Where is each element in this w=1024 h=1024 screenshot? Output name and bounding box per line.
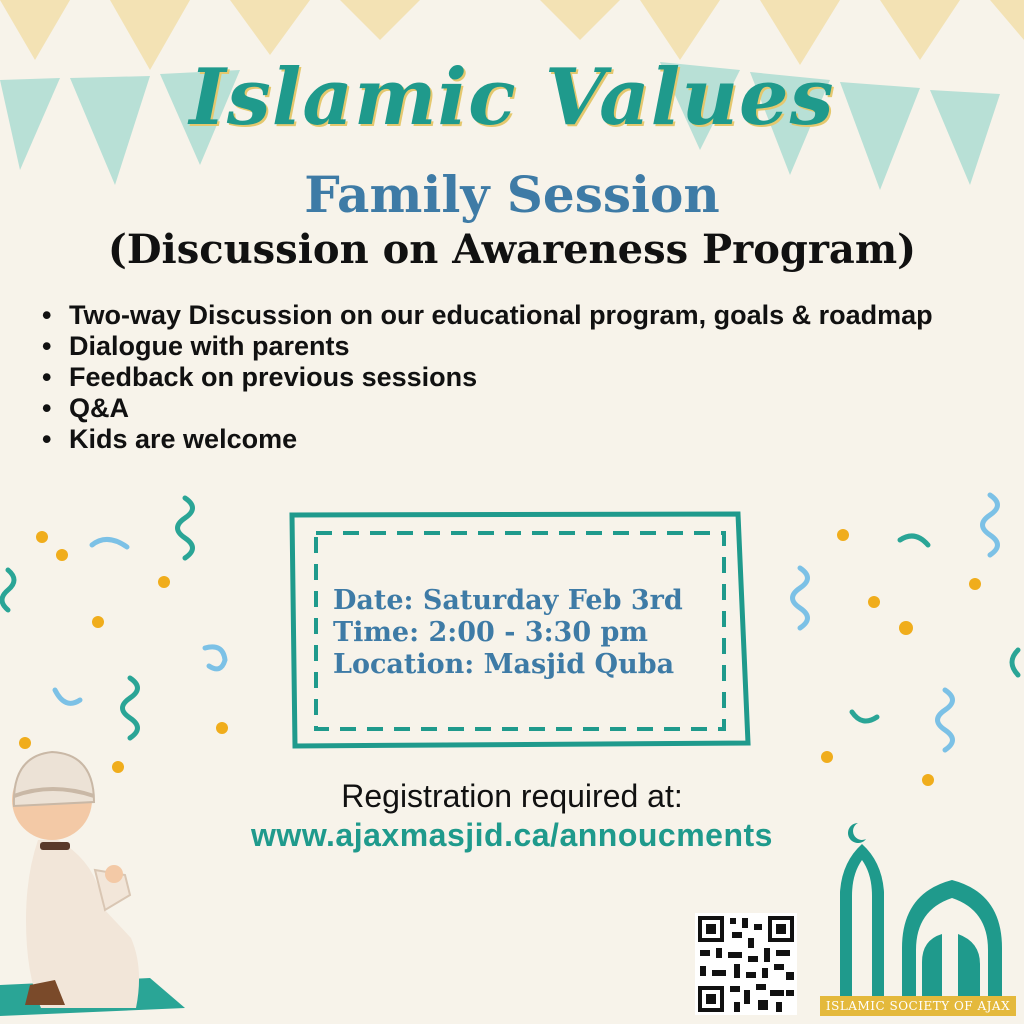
event-location: Location: Masjid Quba — [333, 649, 675, 680]
poster-title: Islamic Values — [189, 52, 835, 143]
registration-text: Registration required at: — [341, 778, 683, 814]
list-item: • Two-way Discussion on our educational program, goals & roadmap — [42, 300, 933, 331]
list-item: • Kids are welcome — [42, 424, 933, 455]
event-time: Time: 2:00 - 3:30 pm — [333, 617, 648, 648]
list-item: • Feedback on previous sessions — [42, 362, 933, 393]
agenda-list — [42, 300, 933, 455]
registration-link[interactable]: www.ajaxmasjid.ca/annoucments — [251, 817, 773, 853]
session-subtitle: (Discussion on Awareness Program) — [107, 226, 917, 273]
event-date: Date: Saturday Feb 3rd — [333, 585, 683, 616]
list-item: • Dialogue with parents — [42, 331, 933, 362]
event-details — [333, 585, 683, 681]
list-item: • Q&A — [42, 393, 933, 424]
session-title: Family Session — [304, 165, 720, 224]
org-name-banner: ISLAMIC SOCIETY OF AJAX — [820, 996, 1016, 1016]
